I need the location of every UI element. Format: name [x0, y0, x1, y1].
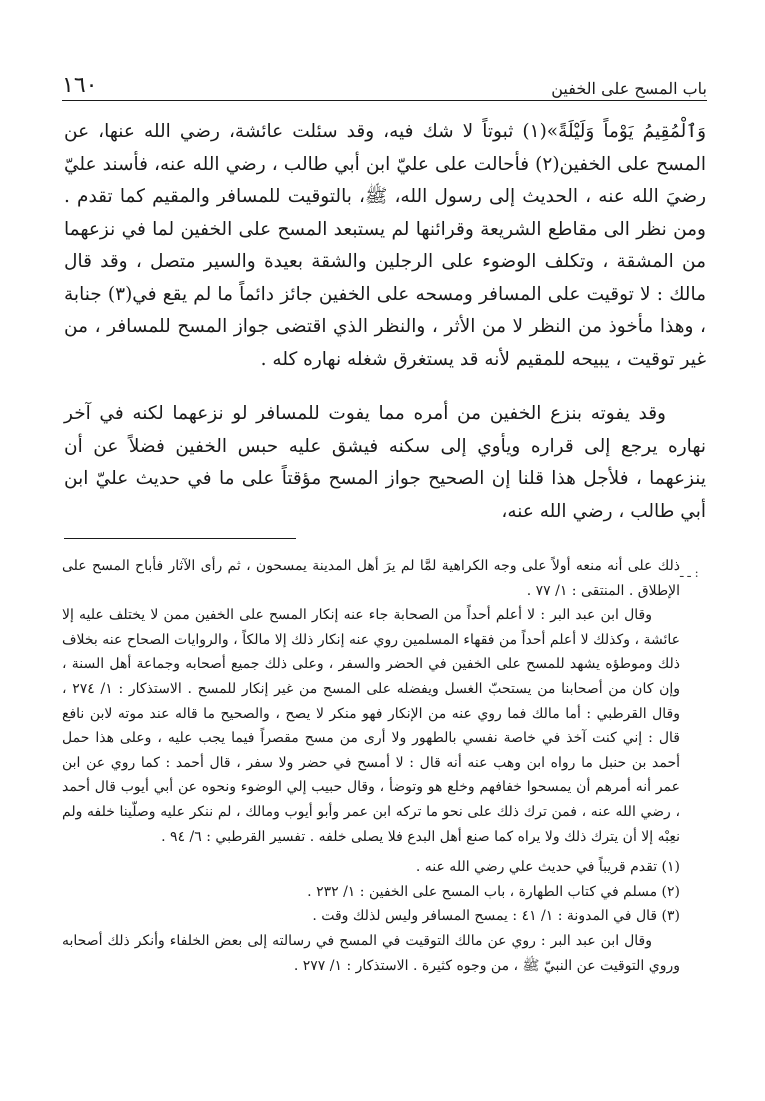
- footnote-continuation: وقال ابن عبد البر : لا أعلم أحداً من الصحابة جاء عنه إنكار المسح على الخفين ممن لا يختلف عليه إلا عائشة ، وكذلك لا أعلم أحداً من فقهاء المسلمين روي عنه إنكار ذلك إلا مالكاً ، والروايات الصحاح عنه بخلاف ذلك وموطؤه يشهد للمسح على الخفين في الحضر والسفر ، وعلى ذلك جميع أصحابه وجماعة أهل السنة ، وإن كان من أصحابنا من يستحبّ الغسل ويفضله على المسح من غير إنكار للمسح . الاستذكار : ١/ ٢٧٤ ، وقال القرطبي : أما مالك فما روي عنه من الإنكار فهو منكر لا يصح ، والصحيح ما قاله عند موته لابن نافع قال : إني كنت آخذ في خاصة نفسي بالطهور ولا أرى من مسح مقصراً فيما يجب عليه ، وعلى هذا حمل أحمد بن حنبل ما رواه ابن وهب عنه أنه قال : لا أمسح في حضر ولا سفر ، قال أحمد : كما روي عن ابن عمر أنه أمرهم أن يمسحوا خفافهم وخلع هو وتوضأ ، وقال حبيب إلي الوضوء ونحوه عن أبي أيوب قال أحمد ، رضي الله عنه ، فمن ترك ذلك على نحو ما تركه ابن عمر وأبو أيوب ومالك ، لم ننكر عليه وصلّينا خلفه ولم نعِبْه إلا أن يترك ذلك ولا يراه كما صنع أهل البدع فلا يصلى خلفه . تفسير القرطبي : ٦/ ٩٤ .: [62, 607, 681, 845]
- continuation-mark: ـ ـ :: [680, 566, 699, 580]
- footnote-divider: [64, 538, 296, 539]
- chapter-title: باب المسح على الخفين: [551, 79, 707, 98]
- main-text: [64, 116, 706, 528]
- page-number: ١٦٠: [62, 73, 98, 98]
- footnote-1: (١) تقدم قريباً في حديث علي رضي الله عنه .: [415, 859, 680, 876]
- header-divider: [62, 100, 707, 101]
- footnote-continuation: ذلك على أنه منعه أولاً على وجه الكراهية لمَّا لم يرَ أهل المدينة يمسحون ، ثم رأى الآثار فأباح المسح على الإطلاق . المنتقى : ١/ ٧٧ .: [62, 558, 680, 599]
- footnote-3: (٣) قال في المدونة : ١/ ٤١ : يمسح المسافر وليس لذلك وقت .: [312, 908, 680, 925]
- running-header: [62, 68, 707, 98]
- body-paragraph: وقد يفوته بنزع الخفين من أمره مما يفوت للمسافر لو نزعهما لكنه في آخر نهاره يرجع إلى قراره ويأوي إلى سكنه فيشق عليه حبس الخفين فضلاً عن أن ينزعهما ، فلأجل هذا قلنا إن الصحيح جواز المسح مؤقتاً على ما في حديث عليّ ابن أبي طالب ، رضي الله عنه،: [64, 403, 706, 522]
- footnote-2: (٢) مسلم في كتاب الطهارة ، باب المسح على الخفين : ١/ ٢٣٢ .: [307, 883, 680, 900]
- footnote-continuation: وقال ابن عبد البر : روي عن مالك التوقيت في المسح في رسالته إلى بعض الخلفاء وأنكر ذلك أصحابه وروي التوقيت عن النبيّ ﷺ ، من وجوه كثيرة . الاستذكار : ١/ ٢٧٧ .: [62, 932, 680, 974]
- body-paragraph: وَٱلْمُقِيمُ يَوْماً وَلَيْلَةً»(١) ثبوتاً لا شك فيه، وقد سئلت عائشة، رضي الله عنها، عن المسح على الخفين(٢) فأحالت على عليّ ابن أبي طالب ، رضي الله عنه، فأسند عليّ رضيَ الله عنه ، الحديث إلى رسول الله، ﷺ، بالتوقيت للمسافر والمقيم كما تقدم . ومن نظر الى مقاطع الشريعة وقرائنها لم يستبعد المسح على الخفين لما في نزعهما من المشقة ، وتكلف الوضوء على الرجلين والشقة بعيدة والسير متصل ، وقد قال مالك : لا توقيت على المسافر ومسحه على الخفين جائز دائماً ما لم يقع في(٣) جنابة ، وهذا مأخوذ من النظر لا من الأثر ، والنظر الذي اقتضى جواز المسح للمسافر ، من غير توقيت ، يبيحه للمقيم لأنه قد يستغرق شغله نهاره كله .: [64, 121, 707, 370]
- footnotes-section: [62, 554, 680, 978]
